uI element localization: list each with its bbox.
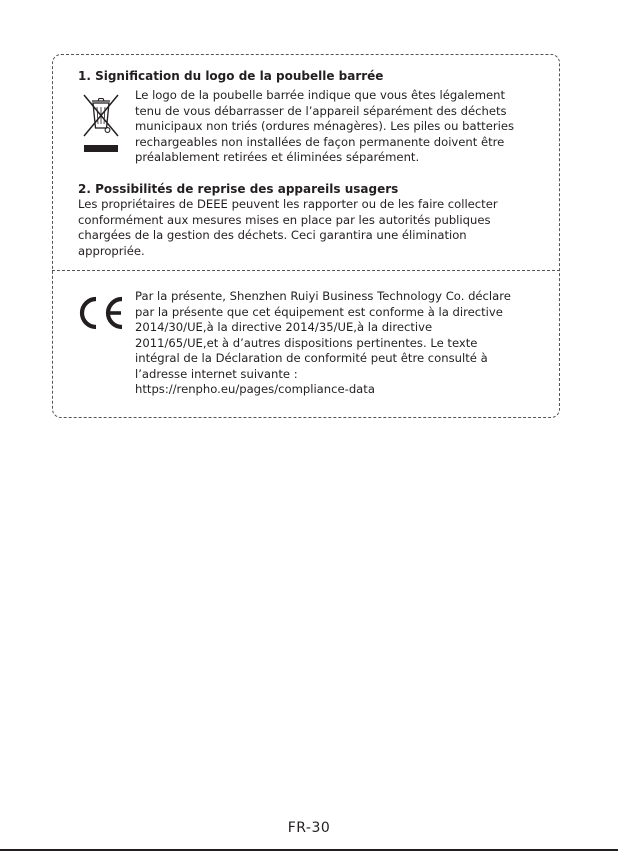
section1-text — [135, 88, 514, 166]
crossed-out-wheelie-bin-icon — [82, 92, 120, 154]
text-line: rechargeables non installées de façon permanente doivent être — [135, 134, 505, 149]
section2-text — [78, 197, 498, 259]
page-number: FR-30 — [287, 820, 331, 836]
compliance-url: https://renpho.eu/pages/compliance-data — [135, 382, 375, 396]
text-line: chargées de la gestion des déchets. Ceci garantira une élimination — [78, 228, 467, 242]
section2-heading: 2. Possibilités de reprise des appareils usagers — [78, 182, 399, 196]
text-line: Le logo de la poubelle barrée indique que vous êtes légalement — [135, 88, 506, 102]
text-line: l’adresse internet suivante : — [135, 366, 298, 381]
text-line: par la présente que cet équipement est conforme à la directive — [135, 304, 503, 319]
section-divider — [52, 270, 560, 271]
text-line: conformément aux mesures mises en place par les autorités publiques — [78, 212, 491, 227]
text-line: 2014/30/UE,à la directive 2014/35/UE,à la directive — [135, 320, 433, 334]
text-line: préalablement retirées et éliminées séparément. — [135, 150, 420, 164]
text-line: intégral de la Déclaration de conformité peut être consulté à — [135, 351, 488, 365]
text-line: municipaux non triés (ordures ménagères). Les piles ou batteries — [135, 119, 514, 133]
text-line: Par la présente, Shenzhen Ruiyi Business Technology Co. déclare — [135, 289, 511, 303]
ce-mark-icon — [77, 294, 127, 332]
text-line: tenu de vous débarrasser de l’appareil séparément des déchets — [135, 103, 507, 118]
text-line: Les propriétaires de DEEE peuvent les rapporter ou de les faire collecter — [78, 197, 498, 211]
section1-heading: 1. Signification du logo de la poubelle barrée — [78, 69, 384, 83]
text-line: 2011/65/UE,et à d’autres dispositions pertinentes. Le texte — [135, 335, 478, 350]
declaration-text — [135, 289, 511, 398]
text-line: appropriée. — [78, 243, 145, 258]
